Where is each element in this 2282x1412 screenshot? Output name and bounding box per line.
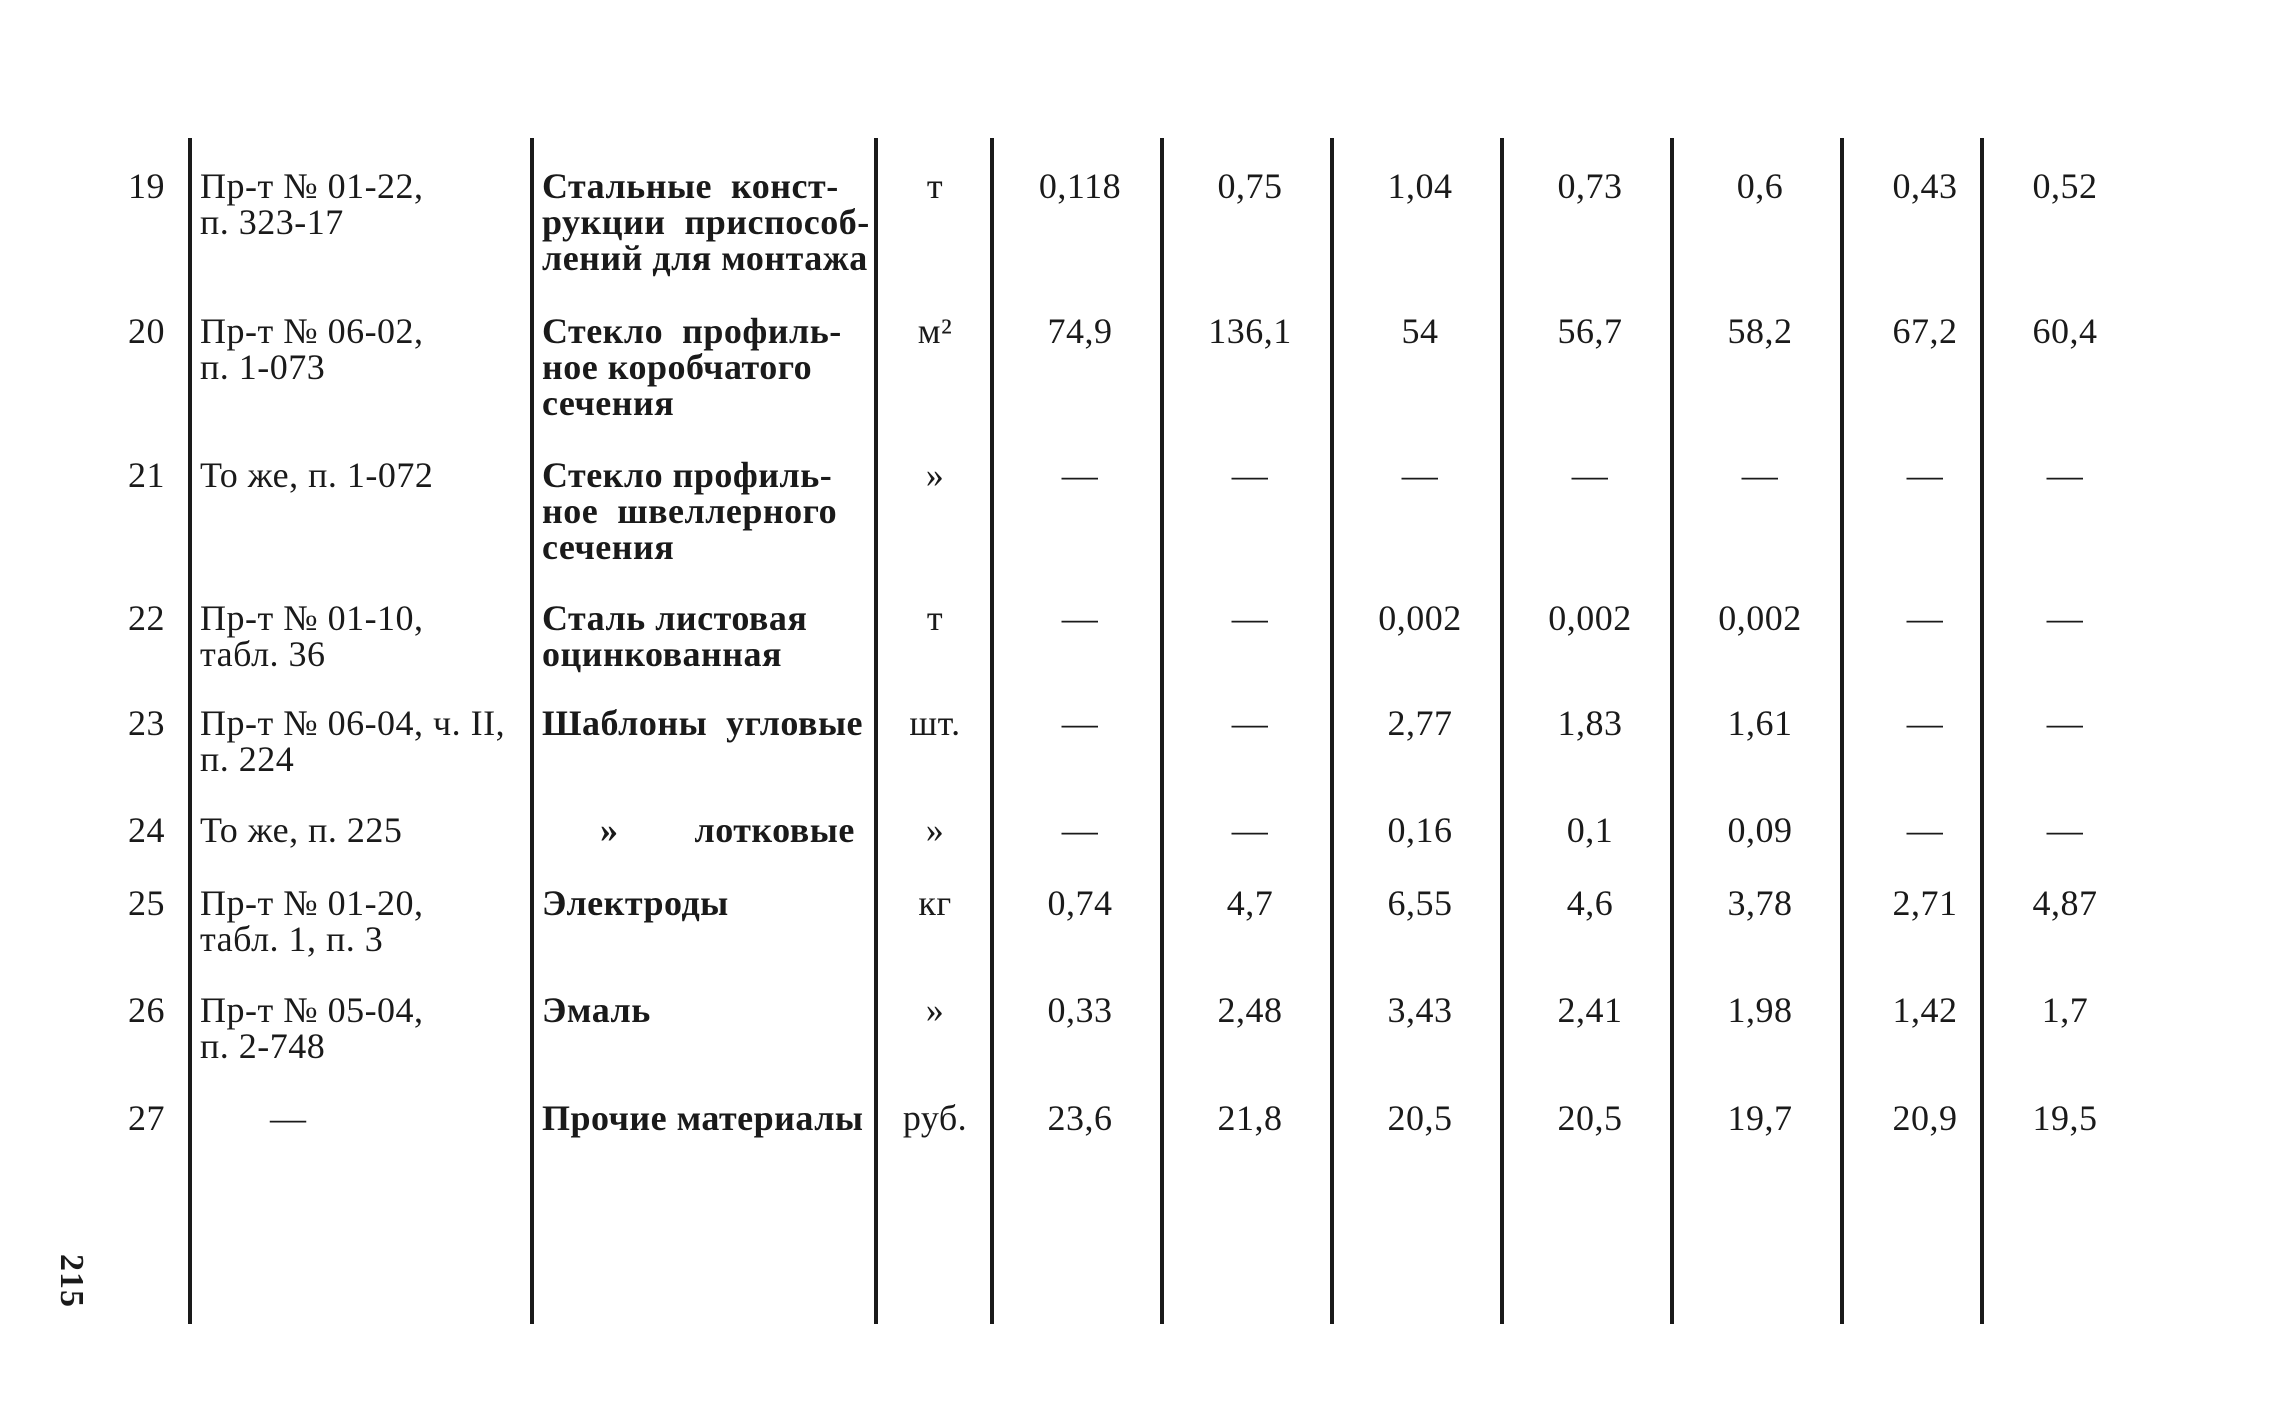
- material-name-line: лений для монтажа: [542, 238, 868, 278]
- value-cell: 56,7: [1557, 311, 1623, 351]
- material-name-line: » лотковые: [600, 810, 855, 850]
- material-name: [600, 812, 855, 848]
- value-cell: —: [2046, 598, 2084, 638]
- source-reference: [200, 313, 424, 385]
- value-cell: 1,7: [2041, 990, 2089, 1030]
- row-number: 21: [128, 455, 165, 495]
- value-cell: 20,5: [1557, 1098, 1623, 1138]
- value-cell: 0,73: [1557, 166, 1623, 206]
- value-cell: 0,002: [1378, 598, 1462, 638]
- value-cell: —: [1906, 810, 1944, 850]
- unit-cell: т: [926, 598, 944, 638]
- value-cell: —: [1906, 455, 1944, 495]
- row-number: 26: [128, 990, 165, 1030]
- value-cell: —: [1061, 455, 1099, 495]
- material-name: [542, 992, 651, 1028]
- source-reference: [270, 1100, 307, 1136]
- row-number: 23: [128, 703, 165, 743]
- source-reference: [200, 992, 424, 1064]
- value-cell: 19,7: [1727, 1098, 1793, 1138]
- value-cell: —: [1061, 810, 1099, 850]
- value-cell: 54: [1401, 311, 1439, 351]
- value-cell: —: [2046, 810, 2084, 850]
- material-name-line: ное коробчатого: [542, 347, 813, 387]
- column-rule: [188, 138, 192, 1324]
- value-cell: —: [1231, 810, 1269, 850]
- value-cell: —: [1741, 455, 1779, 495]
- value-cell: 20,9: [1892, 1098, 1958, 1138]
- material-name-line: сечения: [542, 527, 675, 567]
- material-name: [542, 168, 870, 276]
- material-name-line: оцинкованная: [542, 634, 782, 674]
- source-line: Пр-т № 01-10,: [200, 598, 424, 638]
- value-cell: 0,52: [2032, 166, 2098, 206]
- material-name-line: сечения: [542, 383, 675, 423]
- material-name-line: рукции приспособ-: [542, 202, 870, 242]
- source-line: п. 2-748: [200, 1026, 326, 1066]
- value-cell: 2,48: [1217, 990, 1283, 1030]
- value-cell: 3,78: [1727, 883, 1793, 923]
- material-name: [542, 885, 729, 921]
- value-cell: 0,1: [1566, 810, 1614, 850]
- material-name: [542, 457, 837, 565]
- source-reference: [200, 168, 424, 240]
- source-reference: [200, 600, 424, 672]
- value-cell: 6,55: [1387, 883, 1453, 923]
- source-reference: [200, 457, 433, 493]
- row-number: 24: [128, 810, 165, 850]
- value-cell: 0,43: [1892, 166, 1958, 206]
- row-number: 22: [128, 598, 165, 638]
- material-name-line: Электроды: [542, 883, 729, 923]
- column-rule: [1160, 138, 1164, 1324]
- row-number: 27: [128, 1098, 165, 1138]
- value-cell: 2,77: [1387, 703, 1453, 743]
- column-rule: [874, 138, 878, 1324]
- row-number: 25: [128, 883, 165, 923]
- material-name-line: ное швеллерного: [542, 491, 838, 531]
- value-cell: 2,41: [1557, 990, 1623, 1030]
- source-line: То же, п. 1-072: [200, 455, 434, 495]
- value-cell: 60,4: [2032, 311, 2098, 351]
- unit-cell: руб.: [902, 1098, 968, 1138]
- source-line: Пр-т № 06-04, ч. II,: [200, 703, 506, 743]
- value-cell: —: [1571, 455, 1609, 495]
- value-cell: 136,1: [1208, 311, 1292, 351]
- value-cell: —: [1231, 703, 1269, 743]
- material-name: [542, 313, 842, 421]
- value-cell: 0,16: [1387, 810, 1453, 850]
- source-reference: [200, 705, 505, 777]
- value-cell: 19,5: [2032, 1098, 2098, 1138]
- value-cell: —: [1061, 703, 1099, 743]
- value-cell: 0,002: [1548, 598, 1632, 638]
- column-rule: [1330, 138, 1334, 1324]
- value-cell: 1,83: [1557, 703, 1623, 743]
- page-number: 215: [53, 1254, 90, 1308]
- material-name-line: Шаблоны угловые: [542, 703, 864, 743]
- value-cell: —: [1401, 455, 1439, 495]
- material-name-line: Эмаль: [542, 990, 651, 1030]
- material-name-line: Прочие материалы: [542, 1098, 864, 1138]
- source-line: Пр-т № 01-22,: [200, 166, 424, 206]
- value-cell: 4,87: [2032, 883, 2098, 923]
- value-cell: 1,98: [1727, 990, 1793, 1030]
- source-line: табл. 1, п. 3: [200, 919, 384, 959]
- material-name-line: Сталь листовая: [542, 598, 808, 638]
- unit-cell: »: [925, 990, 945, 1030]
- value-cell: —: [1061, 598, 1099, 638]
- value-cell: 0,002: [1718, 598, 1802, 638]
- value-cell: 0,09: [1727, 810, 1793, 850]
- source-line: Пр-т № 06-02,: [200, 311, 424, 351]
- value-cell: 0,74: [1047, 883, 1113, 923]
- row-number: 20: [128, 311, 165, 351]
- material-name: [542, 705, 863, 741]
- value-cell: 74,9: [1047, 311, 1113, 351]
- value-cell: 2,71: [1892, 883, 1958, 923]
- column-rule: [990, 138, 994, 1324]
- source-line: Пр-т № 05-04,: [200, 990, 424, 1030]
- column-rule: [1500, 138, 1504, 1324]
- column-rule: [530, 138, 534, 1324]
- material-name-line: Стальные конст-: [542, 166, 839, 206]
- value-cell: 0,6: [1736, 166, 1784, 206]
- value-cell: —: [1906, 598, 1944, 638]
- value-cell: 0,118: [1038, 166, 1122, 206]
- value-cell: —: [2046, 703, 2084, 743]
- material-name: [542, 600, 807, 672]
- value-cell: —: [1231, 598, 1269, 638]
- row-number: 19: [128, 166, 165, 206]
- value-cell: —: [1906, 703, 1944, 743]
- source-reference: [200, 812, 402, 848]
- value-cell: 4,6: [1566, 883, 1614, 923]
- material-name-line: Стекло профиль-: [542, 455, 833, 495]
- column-rule: [1670, 138, 1674, 1324]
- value-cell: 0,75: [1217, 166, 1283, 206]
- source-reference: [200, 885, 424, 957]
- source-line: п. 323-17: [200, 202, 344, 242]
- unit-cell: м²: [917, 311, 953, 351]
- value-cell: 3,43: [1387, 990, 1453, 1030]
- unit-cell: »: [925, 455, 945, 495]
- source-line: табл. 36: [200, 634, 326, 674]
- material-name-line: Стекло профиль-: [542, 311, 842, 351]
- unit-cell: т: [926, 166, 944, 206]
- value-cell: 58,2: [1727, 311, 1793, 351]
- value-cell: 1,61: [1727, 703, 1793, 743]
- value-cell: —: [1231, 455, 1269, 495]
- value-cell: 1,04: [1387, 166, 1453, 206]
- value-cell: 21,8: [1217, 1098, 1283, 1138]
- source-line: —: [270, 1098, 307, 1138]
- unit-cell: »: [925, 810, 945, 850]
- source-line: То же, п. 225: [200, 810, 403, 850]
- value-cell: 4,7: [1226, 883, 1274, 923]
- value-cell: 0,33: [1047, 990, 1113, 1030]
- value-cell: 20,5: [1387, 1098, 1453, 1138]
- material-name: [542, 1100, 864, 1136]
- value-cell: 1,42: [1892, 990, 1958, 1030]
- column-rule: [1840, 138, 1844, 1324]
- source-line: п. 1-073: [200, 347, 326, 387]
- unit-cell: кг: [918, 883, 952, 923]
- source-line: п. 224: [200, 739, 295, 779]
- source-line: Пр-т № 01-20,: [200, 883, 424, 923]
- value-cell: 23,6: [1047, 1098, 1113, 1138]
- value-cell: 67,2: [1892, 311, 1958, 351]
- unit-cell: шт.: [909, 703, 961, 743]
- value-cell: —: [2046, 455, 2084, 495]
